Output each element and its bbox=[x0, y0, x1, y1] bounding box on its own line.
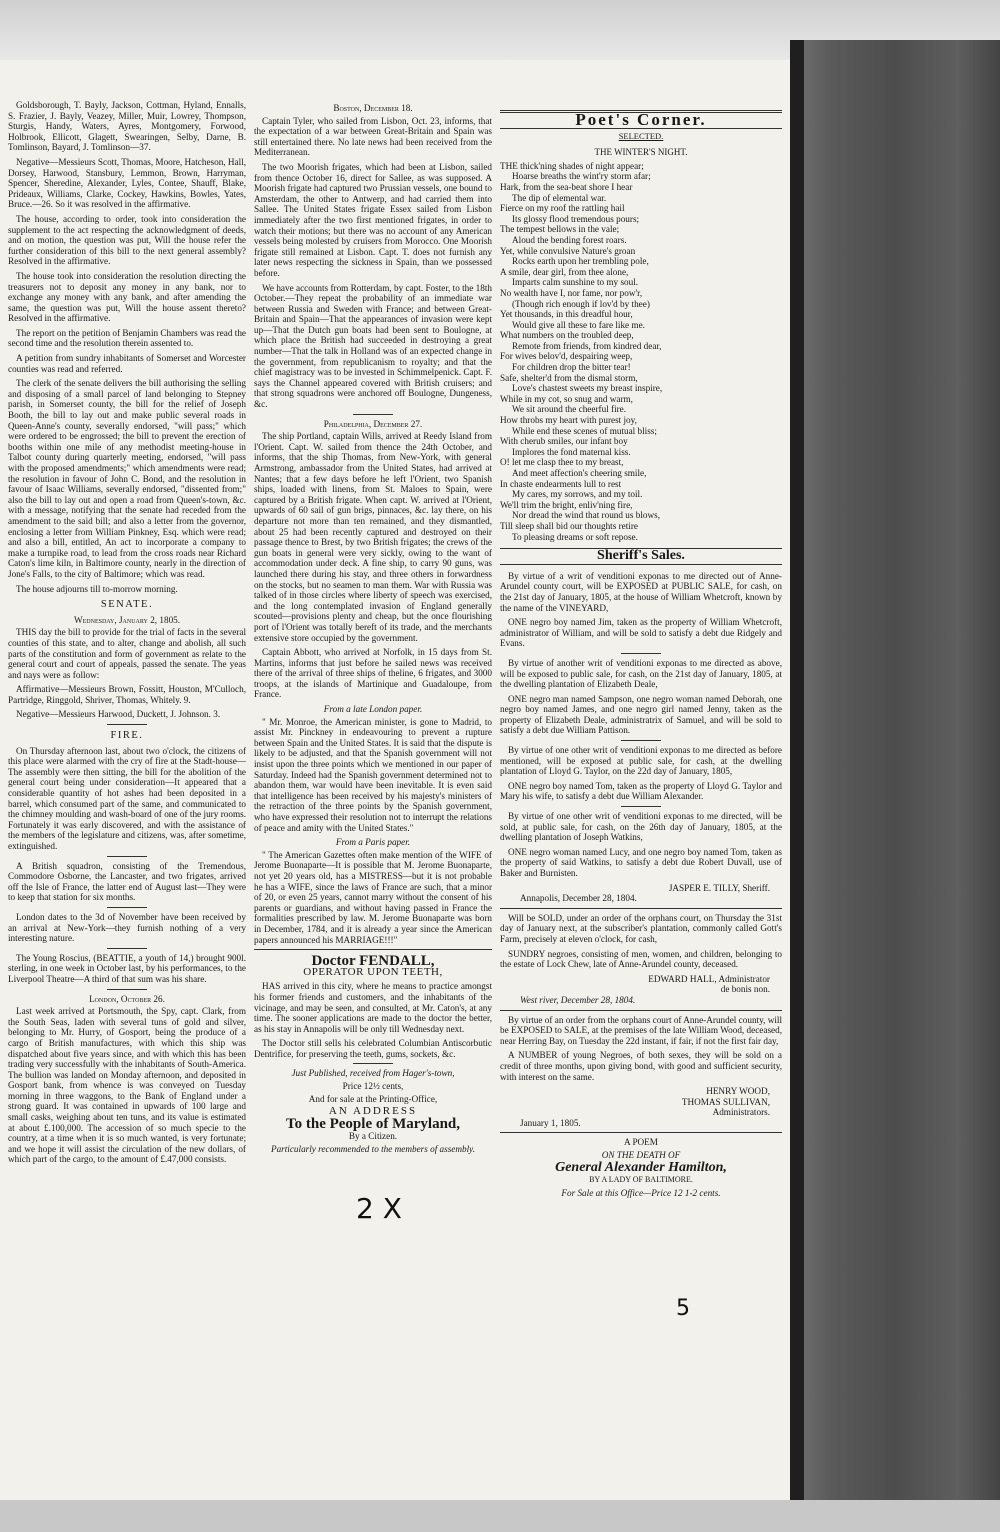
poem-ad-line: BY A LADY OF BALTIMORE. bbox=[589, 1175, 693, 1185]
poem-line: Would give all these to fare like me. bbox=[512, 319, 645, 330]
scan-bottom-edge bbox=[0, 1500, 1000, 1532]
notice: By virtue of one other writ of venditioni exponas to me directed as before mentioned, will be exposed at public sale, for cash, at the dwelling plantation of Lloyd G. Taylor, on the 22d day of January, 1805, bbox=[500, 745, 782, 777]
poem-line: Its glossy flood tremendous pours; bbox=[512, 213, 640, 224]
paragraph: The report on the petition of Benjamin Chambers was read the second time and the resolution therein assented to. bbox=[8, 327, 246, 349]
poem-stanza bbox=[500, 373, 782, 415]
poem-line: No wealth have I, nor fame, nor pow'r, bbox=[500, 287, 643, 298]
poem-line: Aloud the bending forest roars. bbox=[512, 234, 627, 245]
paragraph: The house, according to order, took into consideration the supplement to the act respecting the acknowledgment of deeds, and on motion, the question was put, Will the house refer the further consideration of this bill to the next general assembly? Resolved in the affirmative. bbox=[8, 213, 246, 267]
pub-line: To the People of Maryland, bbox=[285, 1115, 461, 1132]
source-note: From a late London paper. bbox=[323, 704, 423, 715]
divider bbox=[107, 856, 147, 857]
paragraph: The clerk of the senate delivers the bill authorising the selling and disposing of a small parcel of land belonging to Stepney parish, in Somerset county, the bill for the relief of Joseph Booth, the bill to lay out and make public several roads in Queen-Anne's county, severally endorsed, "will pass;" which were ordered to be engrossed; the bill to prevent the erection of booths within one mile of any methodist meeting-house in Talbot county during quarterly meeting, endorsed, "will pass with the proposed amendments;" which amendments were read; the resolution in favour of John C. Bond, and the resolution in favour of Isaac Williams, severally endorsed, "dissented from;" also the bill to lay out and open a road from Queen's-town, &c. with a message, notifying that the senate had receded from the amendment to the said bill; and also a letter from the governor, enclosing a letter from William Pinkney, Esq. which were read; and also a bill, entitled, An act to incorporate a company to make a turnpike road, to lead from the cross roads near Richard Caton's lime kiln, in Baltimore county, nearly in the direction of Jone's Falls, to the city of Baltimore; which was read. bbox=[8, 378, 246, 579]
paragraph: The house took into consideration the resolution directing the treasurers not to deposit any money in any bank, nor to exchange any money with any bank, and after amending the same, the question was put, Will the house assent thereto? Resolved in the affirmative. bbox=[8, 270, 246, 324]
divider bbox=[621, 740, 661, 741]
book-binding bbox=[790, 40, 1000, 1510]
poem-ad-line: For Sale at this Office—Price 12 1-2 cents. bbox=[561, 1187, 721, 1198]
signature: de bonis non. bbox=[720, 984, 770, 995]
sheriffs-sales-heading: Sheriff's Sales. bbox=[500, 548, 782, 565]
poem-line: Implores the fond maternal kiss. bbox=[512, 446, 631, 457]
notice: By virtue of an order from the orphans court of Anne-Arundel county, will be EXPOSED to SALE, at the premises of the late William Wood, deceased, near Herring Bay, on Tuesday the 22d instant, if fair, if not the first fair day, bbox=[500, 1014, 782, 1046]
poets-corner-heading: Poet's Corner. bbox=[500, 110, 782, 129]
poem-line: While in my cot, so snug and warm, bbox=[500, 393, 633, 404]
poem-line: And meet affection's cheering smile, bbox=[512, 468, 647, 478]
poem-line: THE thick'ning shades of night appear; bbox=[500, 160, 644, 171]
notice: ONE negro boy named Tom, taken as the property of Lloyd G. Taylor and Mary his wife, to satisfy a debt due William Alexander. bbox=[500, 780, 782, 802]
divider bbox=[107, 907, 147, 908]
poem-line: Nor dread the wind that round us blows, bbox=[512, 510, 660, 521]
notice: By virtue of one other writ of venditioni exponas to me directed, will be sold, at public sale, for cash, on the 26th day of January, 1805, at the dwelling plantation of Joseph Watkins, bbox=[500, 811, 782, 843]
poem-stanza bbox=[500, 415, 782, 457]
poem-line: Yet, while convulsive Nature's groan bbox=[500, 245, 636, 256]
paragraph: The house adjourns till to-morrow morning. bbox=[16, 583, 178, 594]
poem-line: With cherub smiles, our infant boy bbox=[500, 436, 628, 447]
poem-line: Imparts calm sunshine to my soul. bbox=[512, 277, 639, 288]
poem-stanza bbox=[500, 246, 782, 288]
section-heading: FIRE. bbox=[110, 730, 144, 742]
poem-line: Remote from friends, from kindred dear, bbox=[512, 340, 662, 351]
paragraph: THIS day the bill to provide for the trial of facts in the several counties of this state, and to alter, change and abolish, all such parts of the constitution and form of government as relate to the general court and court of appeals, passed the senate. The yeas and nays were as follow: bbox=[8, 627, 246, 680]
pub-line: Particularly recommended to the members of assembly. bbox=[270, 1144, 476, 1155]
signature: HENRY WOOD, bbox=[706, 1086, 770, 1097]
paragraph: Goldsborough, T. Bayly, Jackson, Cottman, Hyland, Ennalls, S. Frazier, J. Bayly, Veazey, Miller, Muir, Lowrey, Thompson, Sturgis, Handy, Waters, Ayres, Montgomery, Forwood, Holbrook, Ellicott, Glagett, Swearingen, Selby, Darne, B. Tomlinson, Bayard, J. Tomlinson—37. bbox=[8, 100, 246, 153]
poem-line: Hoarse breaths the wint'ry storm afar; bbox=[512, 171, 651, 182]
paragraph: A British squadron, consisting of the Tremendous, Commodore Osborne, the Lancaster, and two frigates, arrived off the Isle of France, the latter end of August last—They were to keep that station for six months. bbox=[8, 860, 246, 903]
divider bbox=[107, 724, 147, 725]
ad-title: Doctor FENDALL, bbox=[311, 953, 435, 970]
divider bbox=[107, 989, 147, 990]
handwritten-mark: 5 bbox=[676, 1296, 690, 1321]
divider bbox=[353, 414, 393, 415]
dateline: London, October 26. bbox=[89, 993, 165, 1004]
paragraph: A petition from sundry inhabitants of Somerset and Worcester counties was read and referred. bbox=[8, 353, 246, 374]
poem-ad-line: A POEM bbox=[624, 1137, 658, 1148]
paragraph: Affirmative—Messieurs Brown, Fossitt, Houston, M'Culloch, Partridge, Ringgold, Shriver, Thomas, Whitely. 9. bbox=[8, 684, 246, 705]
notice: Will be SOLD, under an order of the orphans court, on Thursday the 31st day of January next, at the subscriber's plantation, commonly called Gott's Farm, precisely at eleven o'clock, for cash, bbox=[500, 912, 782, 944]
notice: By virtue of another writ of venditioni exponas to me directed as above, will be exposed to public sale, for cash, on the 21st day of January, 1805, at the dwelling plantation of Elizabeth Deale, bbox=[500, 657, 782, 690]
divider bbox=[107, 948, 147, 949]
paragraph: London dates to the 3d of November have been received by an arrival at New-York—they furnish nothing of a very interesting nature. bbox=[8, 911, 246, 944]
paragraph: The Young Roscius, (BEATTIE, a youth of 14,) brought 900l. sterling, in one week in October last, by his performances, to the Liverpool Theatre—A third of that sum was his share. bbox=[8, 952, 246, 984]
poem-line: Rocks earth upon her trembling pole, bbox=[512, 256, 649, 267]
column-3 bbox=[500, 100, 782, 1200]
paragraph: " The American Gazettes often make mention of the WIFE of Jerome Buonaparte—It is possible that M. Jerome Buonaparte, not yet 20 years old, has a MISTRESS—but it is not probable he has a WIFE, since the laws of France are such, that a minor of 20, or even 25 years, cannot marry without the consent of his parents or guardians, and without having passed in France the formalities prescribed by law. M. Jerome Buonaparte was born in December, 1784, and it is already a year since the American papers announced his MARRIAGE!!!" bbox=[254, 849, 492, 945]
poem-line: O! let me clasp thee to my breast, bbox=[500, 457, 624, 468]
dateline: Philadelphia, December 27. bbox=[323, 418, 423, 429]
section-heading: SENATE. bbox=[100, 599, 154, 611]
poem-ad-line: General Alexander Hamilton, bbox=[555, 1159, 727, 1175]
signature: JASPER E. TILLY, Sheriff. bbox=[668, 882, 770, 893]
poem-line: Fierce on my roof the rattling hail bbox=[500, 203, 625, 214]
poem-line: For children drop the bitter tear! bbox=[512, 362, 631, 373]
signature-date: Annapolis, December 28, 1804. bbox=[520, 893, 637, 904]
selected-label: SELECTED. bbox=[618, 130, 664, 141]
poem-line: To pleasing dreams or soft repose. bbox=[512, 531, 638, 542]
pub-line: AN ADDRESS bbox=[328, 1105, 418, 1118]
poem-stanza bbox=[500, 330, 782, 372]
column-1 bbox=[8, 100, 246, 1169]
ad-body: The Doctor still sells his celebrated Columbian Antiscorbutic Dentrifice, for preserving the teeth, gums, sockets, &c. bbox=[254, 1038, 492, 1059]
poem-line: Hark, from the sea-beat shore I hear bbox=[500, 181, 633, 192]
poem-line: We sit around the cheerful fire. bbox=[512, 404, 627, 415]
column-2 bbox=[254, 100, 492, 1157]
divider bbox=[500, 908, 782, 909]
pub-line: And for sale at the Printing-Office, bbox=[308, 1093, 438, 1104]
poem-line: While end these scenes of mutual bliss; bbox=[512, 425, 657, 436]
divider bbox=[500, 1132, 782, 1133]
poem-stanza bbox=[500, 161, 782, 203]
paragraph: On Thursday afternoon last, about two o'clock, the citizens of this place were alarmed with the cry of fire at the Stadt-house—The assembly were then sitting, the bill for the abolition of the general court being under consideration—It appeared that a considerable quantity of hot ashes had been deposited in a barrel, which consumed part of the same, and communicated to the chimney moulding and wash-board of one of the jury rooms. Fortunately it was early discovered, and with the assistance of the members of the legislature and citizens, was, after sometime, extinguished. bbox=[8, 745, 246, 851]
notice: ONE negro man named Sampson, one negro woman named Deborah, one negro boy named James, and one negro girl named Jenny, taken as the property of Elizabeth Deale, administratrix of Samuel, and will be sold to satisfy a debt due William Pattison. bbox=[500, 693, 782, 736]
notice: SUNDRY negroes, consisting of men, women, and children, belonging to the estate of Lock Chew, late of Anne-Arundel county, deceased. bbox=[500, 948, 782, 970]
divider bbox=[621, 653, 661, 654]
poem-line: How throbs my heart with purest joy, bbox=[500, 415, 637, 426]
source-note: From a Paris paper. bbox=[335, 837, 411, 848]
paragraph: Negative—Messieurs Scott, Thomas, Moore, Hatcheson, Hall, Dorsey, Harwood, Stansbury, Lemmon, Brown, Harryman, Spencer, Sheredine, Alexander, Lyles, Contee, Shauff, Blake, Prideaux, Williams, Clarke, Cockey, Hawkins, Bowles, Yates, Bruce.—26. So it was resolved in the affirmative. bbox=[8, 156, 246, 210]
poem-line: The dip of elemental war. bbox=[512, 192, 607, 203]
pub-line: By a Citizen. bbox=[348, 1131, 398, 1142]
signature-date: January 1, 1805. bbox=[520, 1117, 581, 1128]
poem-line: We'll trim the bright, enliv'ning fire, bbox=[500, 499, 633, 510]
paragraph: Negative—Messieurs Harwood, Duckett, J. Johnson. 3. bbox=[16, 709, 221, 720]
notice: A NUMBER of young Negroes, of both sexes, they will be sold on a credit of three months, upon giving bond, with good and sufficient security, with interest on the same. bbox=[500, 1050, 782, 1082]
poem-stanza bbox=[500, 457, 782, 499]
dateline: Wednesday, January 2, 1805. bbox=[73, 614, 181, 625]
paragraph: The two Moorish frigates, which had been at Lisbon, sailed from thence October 16, direct for Sallee, as was supposed. A Moorish frigate had captured two Prussian vessels, one bound to Amsterdam, the other to Antwerp, and had carried them into Sallee. The United States frigate Essex sailed from Lisbon immediately after the two first mentioned frigates, in order to watch their motions; but there was no account of any American vessels being molested by cruisers from Morocco. One Moorish frigate still remained at Lisbon. Capt. T. does not furnish any later news respecting the sickness in Spain, than we possessed before. bbox=[254, 161, 492, 278]
poem-line: For wives belov'd, despairing weep, bbox=[500, 351, 633, 362]
poem-line: Yet thousands, in this dreadful hour, bbox=[500, 309, 633, 320]
poem bbox=[500, 161, 782, 542]
divider bbox=[621, 806, 661, 807]
binding-spine bbox=[790, 40, 804, 1510]
poem-line: What numbers on the troubled deep, bbox=[500, 330, 634, 341]
poem-line: Love's chastest sweets my breast inspire, bbox=[512, 383, 663, 394]
poem-stanza bbox=[500, 203, 782, 245]
signature-date: West river, December 28, 1804. bbox=[520, 994, 636, 1005]
divider bbox=[254, 949, 492, 950]
notice: ONE negro woman named Lucy, and one negro boy named Tom, taken as the property of said Watkins, to satisfy a debt due Robert Duvall, use of Baker and Burnisten. bbox=[500, 846, 782, 878]
paragraph: We have accounts from Rotterdam, by capt. Foster, to the 18th October.—They repeat the probability of an immediate war between Russia and Sweden with France; and between Great-Britain and Spain—That the appearances of invasion were kept up—That the Dutch gun boats had been sent to Boulogne, at which place the British had succeeded in destroying a great number—That the talk in Holland was of an expected change in the government, from republicanism to royalty; and that the chief magistracy was to be invested in Schimmelpenick. Capt. F. says the Channel appeared covered with British cruisers; and that strong squadrons were anchored off Boulogne, Dungeness, &c. bbox=[254, 282, 492, 410]
paragraph: " Mr. Monroe, the American minister, is gone to Madrid, to assist Mr. Pinckney in endeavouring to prevent a rupture between Spain and the United States. It is said that the dispute is likely to be adjusted, and that the Spanish government will not insist upon the three points which we mentioned in our paper of Saturday. Indeed had the Spanish government determined not to abandon them, war would have been inevitable. It is even said that intelligence has been received by his majesty's ministers of the retraction of the three points by the Spanish government, who have expressed their resolution not to interrupt the relations of peace and amity with the United States." bbox=[254, 716, 492, 833]
divider bbox=[353, 1063, 393, 1064]
paragraph: Last week arrived at Portsmouth, the Spy, capt. Clark, from the South Seas, laden with several tuns of gold and silver, belonging to Mr. Hurry, of Gosport, being the produce of a cargo of British manufactures, with which this ship was dispatched about five years since, and with which this has been trading very successfully with the inhabitants of South-America. The bullion was landed on Monday afternoon, and deposited in Gosport bank, from whence is was conveyed on Tuesday morning in three waggons, to the Bank of England under a strong guard. It was contained in upwards of 100 large and small casks, weighing about ten tuns, and its value is estimated at about £.100,000. The accession of so much specie to the country, at a time when it is so much wanted, is very fortunate; and we hope it will assist the circulation of the new dollars, of which part of the cargo, to the amount of £.47,000 consists. bbox=[8, 1006, 246, 1165]
signature: Administrators. bbox=[712, 1107, 770, 1118]
poem-stanza bbox=[500, 288, 782, 330]
poem-line: Safe, shelter'd from the dismal storm, bbox=[500, 372, 638, 383]
poem-line: In chaste endearments lull to rest bbox=[500, 478, 622, 489]
pub-line: Price 12½ cents, bbox=[342, 1081, 404, 1092]
signature: THOMAS SULLIVAN, bbox=[681, 1096, 770, 1107]
divider bbox=[500, 1010, 782, 1011]
poem-ad-line: ON THE DEATH OF bbox=[601, 1150, 681, 1161]
paragraph: Captain Abbott, who arrived at Norfolk, in 15 days from St. Martins, informs that just before he sailed news was received there of the arrival of three ships of theline, 6 frigates, and 3000 troops, at the islands of Martinique and Guadaloupe, from France. bbox=[254, 647, 492, 700]
paragraph: Captain Tyler, who sailed from Lisbon, Oct. 23, informs, that the expectation of a war between Great-Britain and Spain was still entertained there. No late news had been received from the Mediterranean. bbox=[254, 115, 492, 158]
dateline: Boston, December 18. bbox=[333, 103, 413, 113]
handwritten-mark: 2 X bbox=[356, 1192, 402, 1225]
signature: EDWARD HALL, Administrator bbox=[648, 973, 770, 984]
poem-stanza bbox=[500, 500, 782, 542]
poem-line: My cares, my sorrows, and my toil. bbox=[512, 489, 643, 500]
paragraph: The ship Portland, captain Wills, arrived at Reedy Island from l'Orient. Capt. W. sailed from thence the 24th October, and informs, that the ship Thomas, from New-York, with general Armstrong, ambassador from the United States, had arrived at Nantes; that a few days before he left l'Orient, two Spanish ships, loaded with linens, from St. Maloes to Spain, were captured by a British frigate. When capt. W. arrived at l'Orient, upwards of 60 sail of gun brigs, pinnaces, &c. lay there, on his departure not more than ten remained, and they dismantled, about 25 had been recently captured and destroyed on their passage thence to Brest, by two British frigates; the crews of the gun boats in general were very sickly, owing to the want of accommodation under deck. A fine ship, to carry 90 guns, was launched there during his stay, and three others in forwardness on the stocks, but no seamen to man them. War with Russia was talked of in those circles where liberty of speech was exercised, and the long contemplated invasion of England generally scouted—provisions plenty and cheap, but the once flourishing port of l'Orient was totally bereft of its trade, and the merchants extensive store occupied by the government. bbox=[254, 431, 492, 643]
poem-line: Till sleep shall bid our thoughts retire bbox=[500, 520, 638, 531]
notice: ONE negro boy named Jim, taken as the property of William Whetcroft, administrator of William, and will be sold to satisfy a debt due Ridgely and Evans. bbox=[500, 617, 782, 649]
poem-line: The tempest bellows in the vale; bbox=[500, 224, 620, 235]
poem-title: THE WINTER'S NIGHT. bbox=[594, 147, 688, 158]
poem-line: A smile, dear girl, from thee alone, bbox=[500, 266, 629, 277]
ad-subtitle: OPERATOR UPON TEETH, bbox=[303, 965, 443, 978]
notice: By virtue of a writ of venditioni exponas to me directed out of Anne-Arundel county court, will be EXPOSED at PUBLIC SALE, for cash, on the 21st day of January, 1805, at the house of William Whetcroft, known by the name of the VINEYARD, bbox=[500, 570, 782, 613]
pub-line: Just Published, received from Hager's-town, bbox=[291, 1068, 455, 1079]
ad-body: HAS arrived in this city, where he means to practice amongst his former friends and customers, and the inhabitants of the vicinage, and may be seen, and consulted, at Mr. Caton's, at any time. The sooner applications are made to the doctor the better, as his stay in Annapolis will be only till Wednesday next. bbox=[254, 981, 492, 1034]
poem-line: (Though rich enough if lov'd by thee) bbox=[512, 298, 650, 309]
